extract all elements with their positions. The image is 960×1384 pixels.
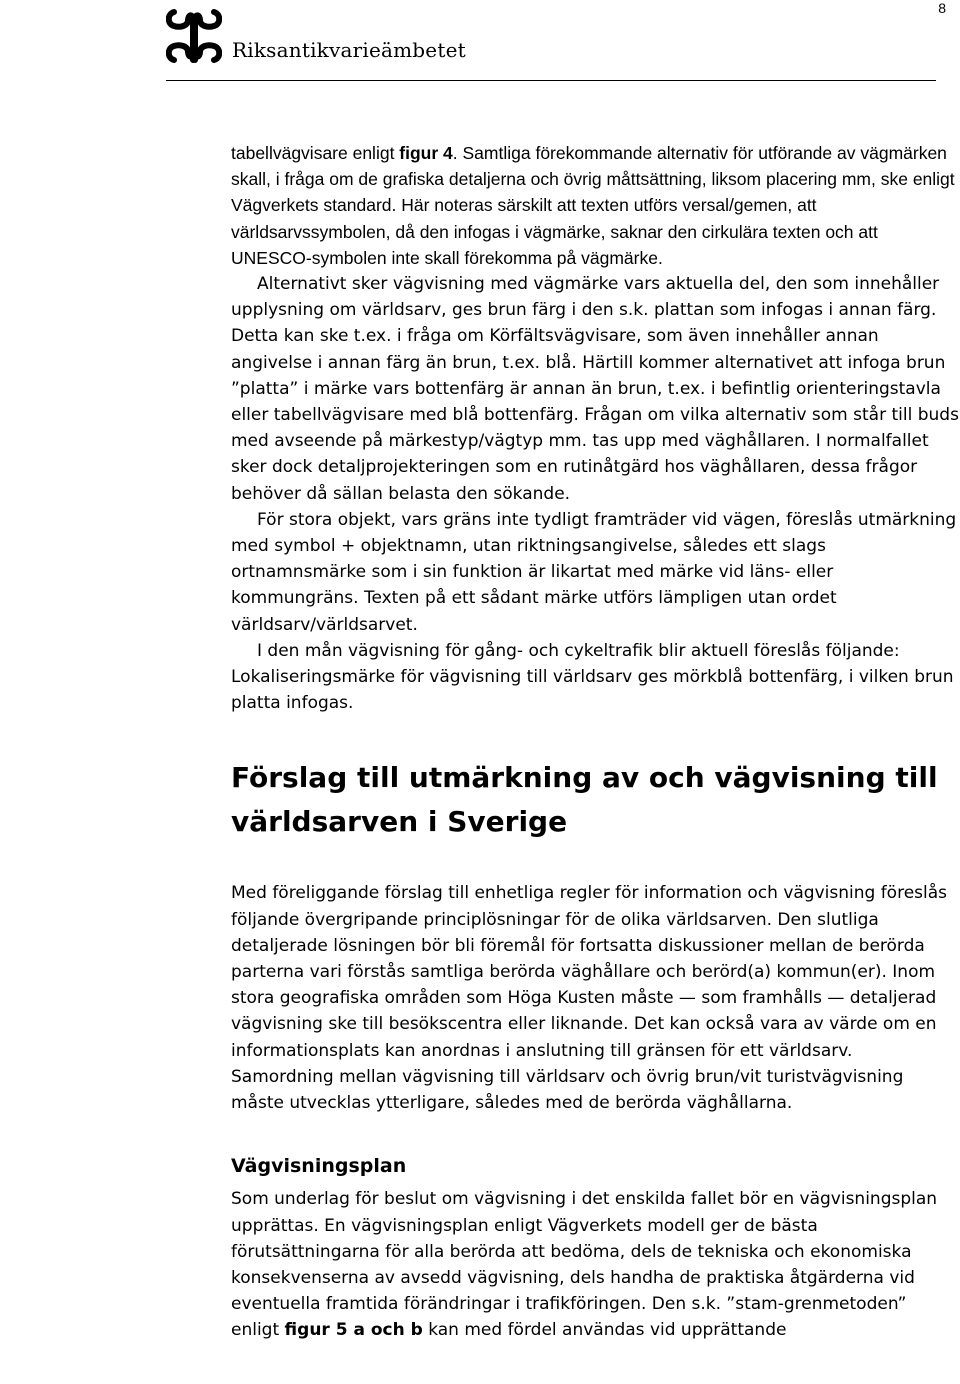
intro-paragraph-2: Alternativt sker vägvisning med vägmärke vars aktuella del, den som innehåller upplysning om världsarv, ges brun färg i den s.k. plattan som infogas i annan färg. Detta kan ske t.ex. i fråga om Körfältsvägvisare, som även innehåller annan angivelse i annan färg än brun, t.ex. blå. Härtill kommer alternativet att infoga brun ”platta” i märke vars bottenfärg är annan än brun, t.ex. i befintlig orienteringstavla eller tabellvägvisare med blå bottenfärg. Frågan om vilka alternativ som står till buds med avseende på märkestyp/vägtyp mm. tas upp med väghållaren. I normalfallet sker dock detaljprojekteringen som en rutinåtgärd hos väghållaren, dessa frågor behöver då sällan belasta den sökande. bbox=[231, 274, 959, 504]
organization-name: Riksantikvarieämbetet bbox=[232, 38, 466, 62]
intro-paragraph-4: I den mån vägvisning för gång- och cykeltrafik blir aktuell föreslås följande: Lokaliseringsmärke för vägvisning till världsarv ges mörkblå bottenfärg, i vilken brun platta infogas. bbox=[231, 640, 954, 714]
riksantikvarieambetet-logo-icon bbox=[166, 8, 222, 64]
intro-text-1a: tabellvägvisare enligt bbox=[231, 143, 400, 163]
intro-text-1b: . Samtliga förekommande alternativ för utförande av vägmärken skall, i fråga om de grafiska detaljerna och övrig måttsättning, liksom placering mm, ske enligt Vägverkets standard. Här noteras särskilt att texten utförs versal/gemen, att världsarvssymbolen, då den infogas i vägmärke, saknar den cirkulära texten och att UNESCO-symbolen inte skall förekomma på vägmärke. bbox=[231, 143, 955, 268]
page-number: 8 bbox=[938, 0, 946, 16]
subsection-text-b: kan med fördel användas vid upprättande bbox=[422, 1320, 787, 1341]
intro-paragraph-1 bbox=[231, 140, 959, 271]
section-heading: Förslag till utmärkning av och vägvisning till världsarven i Sverige bbox=[231, 761, 938, 839]
header-divider bbox=[166, 80, 936, 81]
document-header bbox=[166, 8, 946, 88]
subsection-heading: Vägvisningsplan bbox=[231, 1155, 407, 1178]
subsection-paragraph bbox=[231, 1186, 959, 1343]
section-paragraph: Med föreliggande förslag till enhetliga regler för information och vägvisning föreslås följande övergripande principlösningar för de olika världsarven. Den slutliga detaljerade lösningen bör bli föremål för fortsatta diskussioner mellan de berörda parterna vari förstås samtliga berörda väghållare och berörd(a) kommun(er). Inom stora geografiska områden som Höga Kusten måste — som framhålls — detaljerad vägvisning ske till besökscentra eller liknande. Det kan också vara av värde om en informationsplats kan anordnas i anslutning till gränsen för ett världsarv. Samordning mellan vägvisning till världsarv och övrig brun/vit turistvägvisning måste utvecklas ytterligare, således med de berörda väghållarna. bbox=[231, 883, 948, 1114]
document-body bbox=[231, 140, 959, 1344]
figure-reference-5: figur 5 a och b bbox=[284, 1320, 423, 1341]
subsection-text-a: Som underlag för beslut om vägvisning i det enskilda fallet bör en vägvisningsplan upprättas. En vägvisningsplan enligt Vägverkets modell ger de bästa förutsättningarna för alla berörda att bedöma, dels de tekniska och ekonomiska konsekvenserna av avsedd vägvisning, dels handha de praktiska åtgärderna vid eventuella framtida förändringar i trafikföringen. Den s.k. ”stam-grenmetoden” enligt bbox=[231, 1189, 938, 1341]
intro-paragraph-3: För stora objekt, vars gräns inte tydligt framträder vid vägen, föreslås utmärkning med symbol + objektnamn, utan riktningsangivelse, således ett slags ortnamnsmärke som i sin funktion är likartat med märke vid läns- eller kommungräns. Texten på ett sådant märke utförs lämpligen utan ordet världsarv/världsarvet. bbox=[231, 509, 957, 635]
figure-reference: figur 4 bbox=[399, 143, 453, 163]
